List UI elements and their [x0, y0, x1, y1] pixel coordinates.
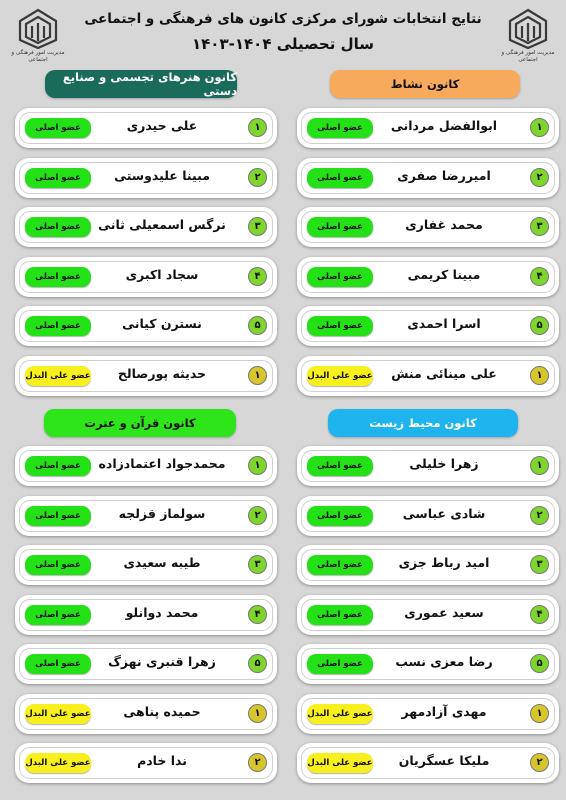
member-name: حمیده پناهی [123, 703, 201, 719]
rank-number: ۴ [530, 267, 549, 286]
club-title: کانون قرآن و عترت [44, 409, 236, 437]
member-card [297, 207, 559, 247]
member-name: حدیثه پورصالح [117, 365, 207, 381]
member-name: محمدجواد اعتمادزاده [98, 456, 226, 471]
member-card [15, 108, 277, 148]
member-name: شادی عباسی [402, 505, 486, 521]
member-card [297, 644, 559, 684]
member-card [297, 356, 559, 396]
rank-number: ۵ [530, 654, 549, 673]
member-card [297, 108, 559, 148]
club-title: کانون نشاط [330, 70, 520, 98]
status-badge: عضو علی البدل [307, 753, 373, 773]
member-card [15, 207, 277, 247]
university-logo-right [500, 6, 556, 64]
member-card [297, 158, 559, 198]
member-name: مهدی آزادمهر [401, 703, 487, 719]
rank-number: ۱ [530, 366, 549, 385]
member-card [297, 306, 559, 346]
member-name: مبینا علیدوستی [114, 167, 210, 183]
logo-caption: مدیریت امور فرهنگی و اجتماعی [501, 50, 555, 63]
member-card [15, 306, 277, 346]
status-badge: عضو اصلی [25, 217, 91, 237]
status-badge: عضو اصلی [25, 267, 91, 287]
status-badge: عضو اصلی [307, 555, 373, 575]
status-badge: عضو اصلی [307, 605, 373, 625]
status-badge: عضو اصلی [25, 118, 91, 138]
member-card [297, 743, 559, 783]
member-name: سعید عموری [404, 604, 484, 620]
rank-number: ۴ [248, 267, 267, 286]
rank-number: ۱ [530, 118, 549, 137]
status-badge: عضو اصلی [25, 605, 91, 625]
member-card [297, 446, 559, 486]
status-badge: عضو اصلی [25, 506, 91, 526]
status-badge: عضو اصلی [25, 316, 91, 336]
member-card [15, 257, 277, 297]
status-badge: عضو اصلی [25, 555, 91, 575]
status-badge: عضو اصلی [307, 506, 373, 526]
member-card [15, 545, 277, 585]
member-name: امید رباط جزی [398, 555, 490, 570]
member-card [15, 743, 277, 783]
member-name: طیبه سعیدی [123, 555, 201, 570]
status-badge: عضو اصلی [25, 456, 91, 476]
member-card [15, 158, 277, 198]
member-name: اسرا احمدی [407, 316, 481, 331]
member-name: رضا معزی نسب [395, 654, 493, 669]
rank-number: ۱ [248, 456, 267, 475]
rank-number: ۲ [248, 753, 267, 772]
member-name: ملیکا عسگریان [398, 753, 490, 768]
member-name: ندا خادم [137, 753, 187, 768]
university-logo-left [10, 6, 66, 64]
rank-number: ۱ [530, 704, 549, 723]
member-name: زهرا خلیلی [409, 456, 479, 471]
status-badge: عضو اصلی [307, 654, 373, 674]
member-card [15, 496, 277, 536]
logo-caption: مدیریت امور فرهنگی و اجتماعی [11, 50, 65, 63]
status-badge: عضو اصلی [25, 654, 91, 674]
status-badge: عضو علی البدل [25, 366, 91, 386]
rank-number: ۲ [248, 506, 267, 525]
status-badge: عضو علی البدل [25, 753, 91, 773]
member-card [297, 496, 559, 536]
rank-number: ۵ [248, 316, 267, 335]
rank-number: ۳ [248, 555, 267, 574]
status-badge: عضو اصلی [307, 217, 373, 237]
rank-number: ۴ [248, 605, 267, 624]
member-name: محمد غفاری [405, 217, 483, 232]
page-title: نتایج انتخابات شورای مرکزی کانون های فرهنگی و اجتماعی [84, 11, 482, 27]
rank-number: ۱ [248, 118, 267, 137]
page-header [0, 0, 566, 66]
member-name: مبینا کریمی [407, 266, 481, 282]
member-name: سولماز قزلجه [118, 505, 206, 521]
rank-number: ۱ [530, 456, 549, 475]
rank-number: ۲ [530, 506, 549, 525]
status-badge: عضو اصلی [25, 168, 91, 188]
member-card [297, 694, 559, 734]
club-title: کانون محیط زیست [328, 409, 518, 437]
rank-number: ۲ [530, 753, 549, 772]
status-badge: عضو اصلی [307, 118, 373, 138]
rank-number: ۳ [530, 555, 549, 574]
member-card [15, 446, 277, 486]
member-card [15, 694, 277, 734]
member-name: امیررضا صفری [397, 167, 491, 183]
status-badge: عضو علی البدل [307, 704, 373, 724]
rank-number: ۵ [248, 654, 267, 673]
member-card [15, 356, 277, 396]
status-badge: عضو اصلی [307, 456, 373, 476]
member-card [297, 545, 559, 585]
rank-number: ۲ [530, 168, 549, 187]
page-subtitle: سال تحصیلی ۱۴۰۴-۱۴۰۳ [192, 35, 374, 53]
rank-number: ۱ [248, 366, 267, 385]
rank-number: ۲ [248, 168, 267, 187]
club-title: کانون هنرهای تجسمی و صنایع دستی [45, 70, 237, 98]
rank-number: ۴ [530, 605, 549, 624]
rank-number: ۳ [530, 217, 549, 236]
status-badge: عضو علی البدل [25, 704, 91, 724]
member-name: نرگس اسمعیلی ثانی [98, 217, 226, 232]
status-badge: عضو علی البدل [307, 366, 373, 386]
status-badge: عضو اصلی [307, 267, 373, 287]
member-name: محمد دوانلو [125, 604, 199, 620]
member-name: زهرا قنبری نهزگ [108, 654, 216, 669]
member-card [15, 595, 277, 635]
status-badge: عضو اصلی [307, 316, 373, 336]
rank-number: ۵ [530, 316, 549, 335]
member-name: سجاد اکبری [125, 266, 199, 282]
member-name: نسترن کیانی [122, 316, 202, 331]
rank-number: ۳ [248, 217, 267, 236]
member-card [297, 595, 559, 635]
rank-number: ۱ [248, 704, 267, 723]
member-card [297, 257, 559, 297]
status-badge: عضو اصلی [307, 168, 373, 188]
member-name: علی حیدری [126, 118, 198, 133]
member-card [15, 644, 277, 684]
member-name: علی مینائی منش [391, 365, 497, 381]
member-name: ابوالفضل مردانی [390, 118, 498, 133]
